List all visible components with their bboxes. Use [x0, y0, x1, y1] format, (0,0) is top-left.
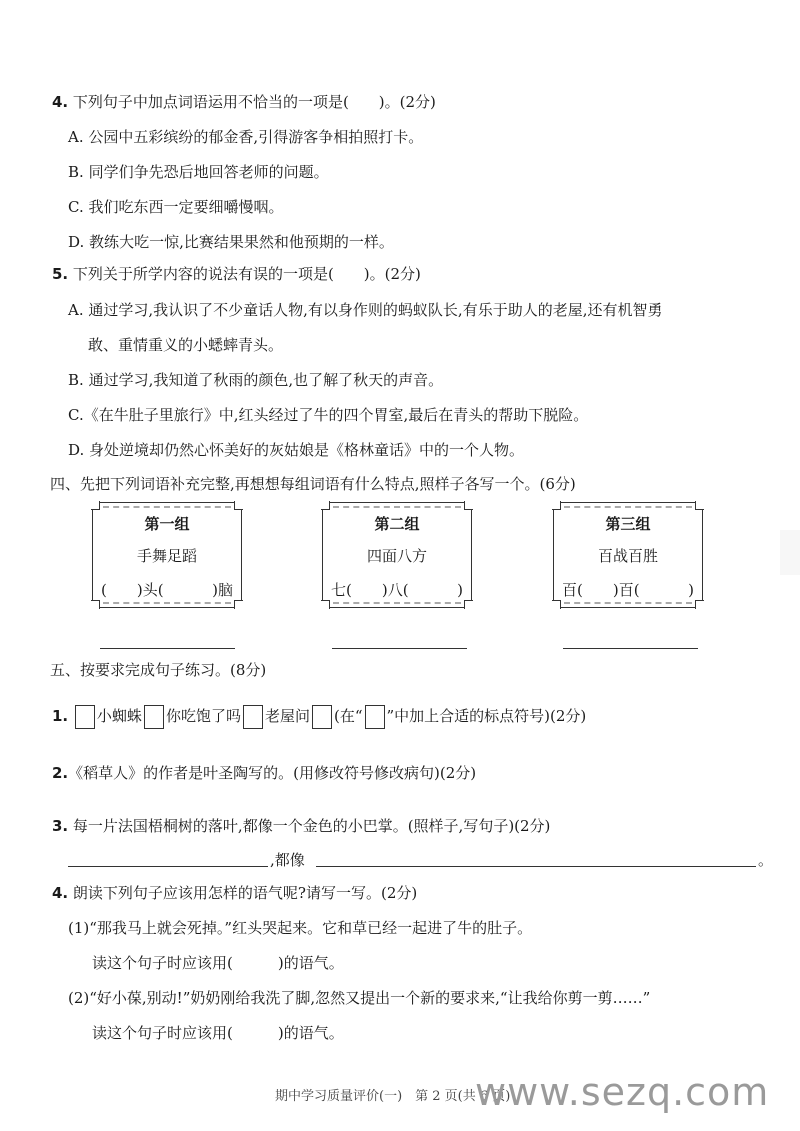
s5-q4: 4. 朗读下列句子应该用怎样的语气呢?请写一写。(2分) — [52, 884, 418, 902]
q5-option-c: C.《在牛肚子里旅行》中,红头经过了牛的四个胃室,最后在青头的帮助下脱险。 — [68, 406, 589, 424]
q4-option-c: C. 我们吃东西一定要细嚼慢咽。 — [68, 198, 284, 216]
answer-line-q3-a[interactable] — [68, 866, 268, 867]
side-margin-tab — [780, 530, 800, 575]
q5-option-b: B. 通过学习,我知道了秋雨的颜色,也了解了秋天的声音。 — [68, 371, 444, 389]
page-footer: 期中学习质量评价(一) 第 2 页(共 6 页) — [275, 1089, 511, 1104]
s5-q2: 2.《稻草人》的作者是叶圣陶写的。(用修改符号修改病句)(2分) — [52, 764, 477, 782]
s5-q3: 3. 每一片法国梧桐树的落叶,都像一个金色的小巴掌。(照样子,写句子)(2分) — [52, 817, 551, 835]
fill-blank[interactable]: 七( )八( ) — [331, 581, 463, 599]
word-group-3: 第三组 百战百胜 百( )百( ) — [553, 502, 703, 608]
s5-q4-item2-prompt[interactable]: 读这个句子时应该用( )的语气。 — [92, 1024, 344, 1042]
watermark: www.sezq.com — [475, 1070, 770, 1114]
q5-option-a-cont: 敢、重情重义的小蟋蟀青头。 — [88, 336, 284, 354]
answer-line-q3-b[interactable] — [316, 866, 756, 867]
punctuation-box[interactable] — [144, 705, 164, 729]
q5-stem: 5. 下列关于所学内容的说法有误的一项是( )。(2分) — [52, 265, 421, 283]
s5-q4-item1-prompt[interactable]: 读这个句子时应该用( )的语气。 — [92, 954, 344, 972]
punctuation-box[interactable] — [312, 705, 332, 729]
example-box — [365, 705, 385, 729]
s5-q1: 1. 小蜘蛛 你吃饱了吗 老屋问 (在“ ”中加上合适的标点符号)(2分) — [52, 705, 586, 729]
q4-stem: 4. 下列句子中加点词语运用不恰当的一项是( )。(2分) — [52, 93, 436, 111]
word-group-2: 第二组 四面八方 七( )八( ) — [322, 502, 472, 608]
s5-q4-item1: (1)“那我马上就会死掉。”红头哭起来。它和草已经一起进了牛的肚子。 — [68, 919, 533, 937]
punctuation-box[interactable] — [243, 705, 263, 729]
answer-line-group-2[interactable] — [332, 648, 467, 649]
answer-line-group-3[interactable] — [563, 648, 698, 649]
dotted-word: 不恰当 — [237, 93, 283, 111]
q3-connector: ,都像 — [270, 851, 305, 869]
q4-option-a: A. 公园中五彩缤纷的郁金香,引得游客争相拍照打卡。 — [68, 128, 424, 146]
fill-blank[interactable]: ( )头( )脑 — [101, 581, 233, 599]
word-group-1: 第一组 手舞足蹈 ( )头( )脑 — [92, 502, 242, 608]
q3-end: 。 — [758, 851, 774, 869]
q5-option-d: D. 身处逆境却仍然心怀美好的灰姑娘是《格林童话》中的一个人物。 — [68, 441, 525, 459]
q4-option-b: B. 同学们争先恐后地回答老师的问题。 — [68, 163, 329, 181]
fill-blank[interactable]: 百( )百( ) — [562, 581, 694, 599]
answer-line-group-1[interactable] — [100, 648, 235, 649]
punctuation-box[interactable] — [75, 705, 95, 729]
s5-q4-item2: (2)“好小葆,别动!”奶奶刚给我洗了脚,忽然又提出一个新的要求来,“让我给你剪一剪……” — [68, 989, 651, 1007]
section4-title: 四、先把下列词语补充完整,再想想每组词语有什么特点,照样子各写一个。(6分) — [50, 475, 576, 493]
q5-option-a: A. 通过学习,我认识了不少童话人物,有以身作则的蚂蚁队长,有乐于助人的老屋,还有机智勇 — [68, 301, 663, 319]
q4-option-d: D. 教练大吃一惊,比赛结果果然和他预期的一样。 — [68, 233, 394, 251]
section5-title: 五、按要求完成句子练习。(8分) — [50, 661, 267, 679]
